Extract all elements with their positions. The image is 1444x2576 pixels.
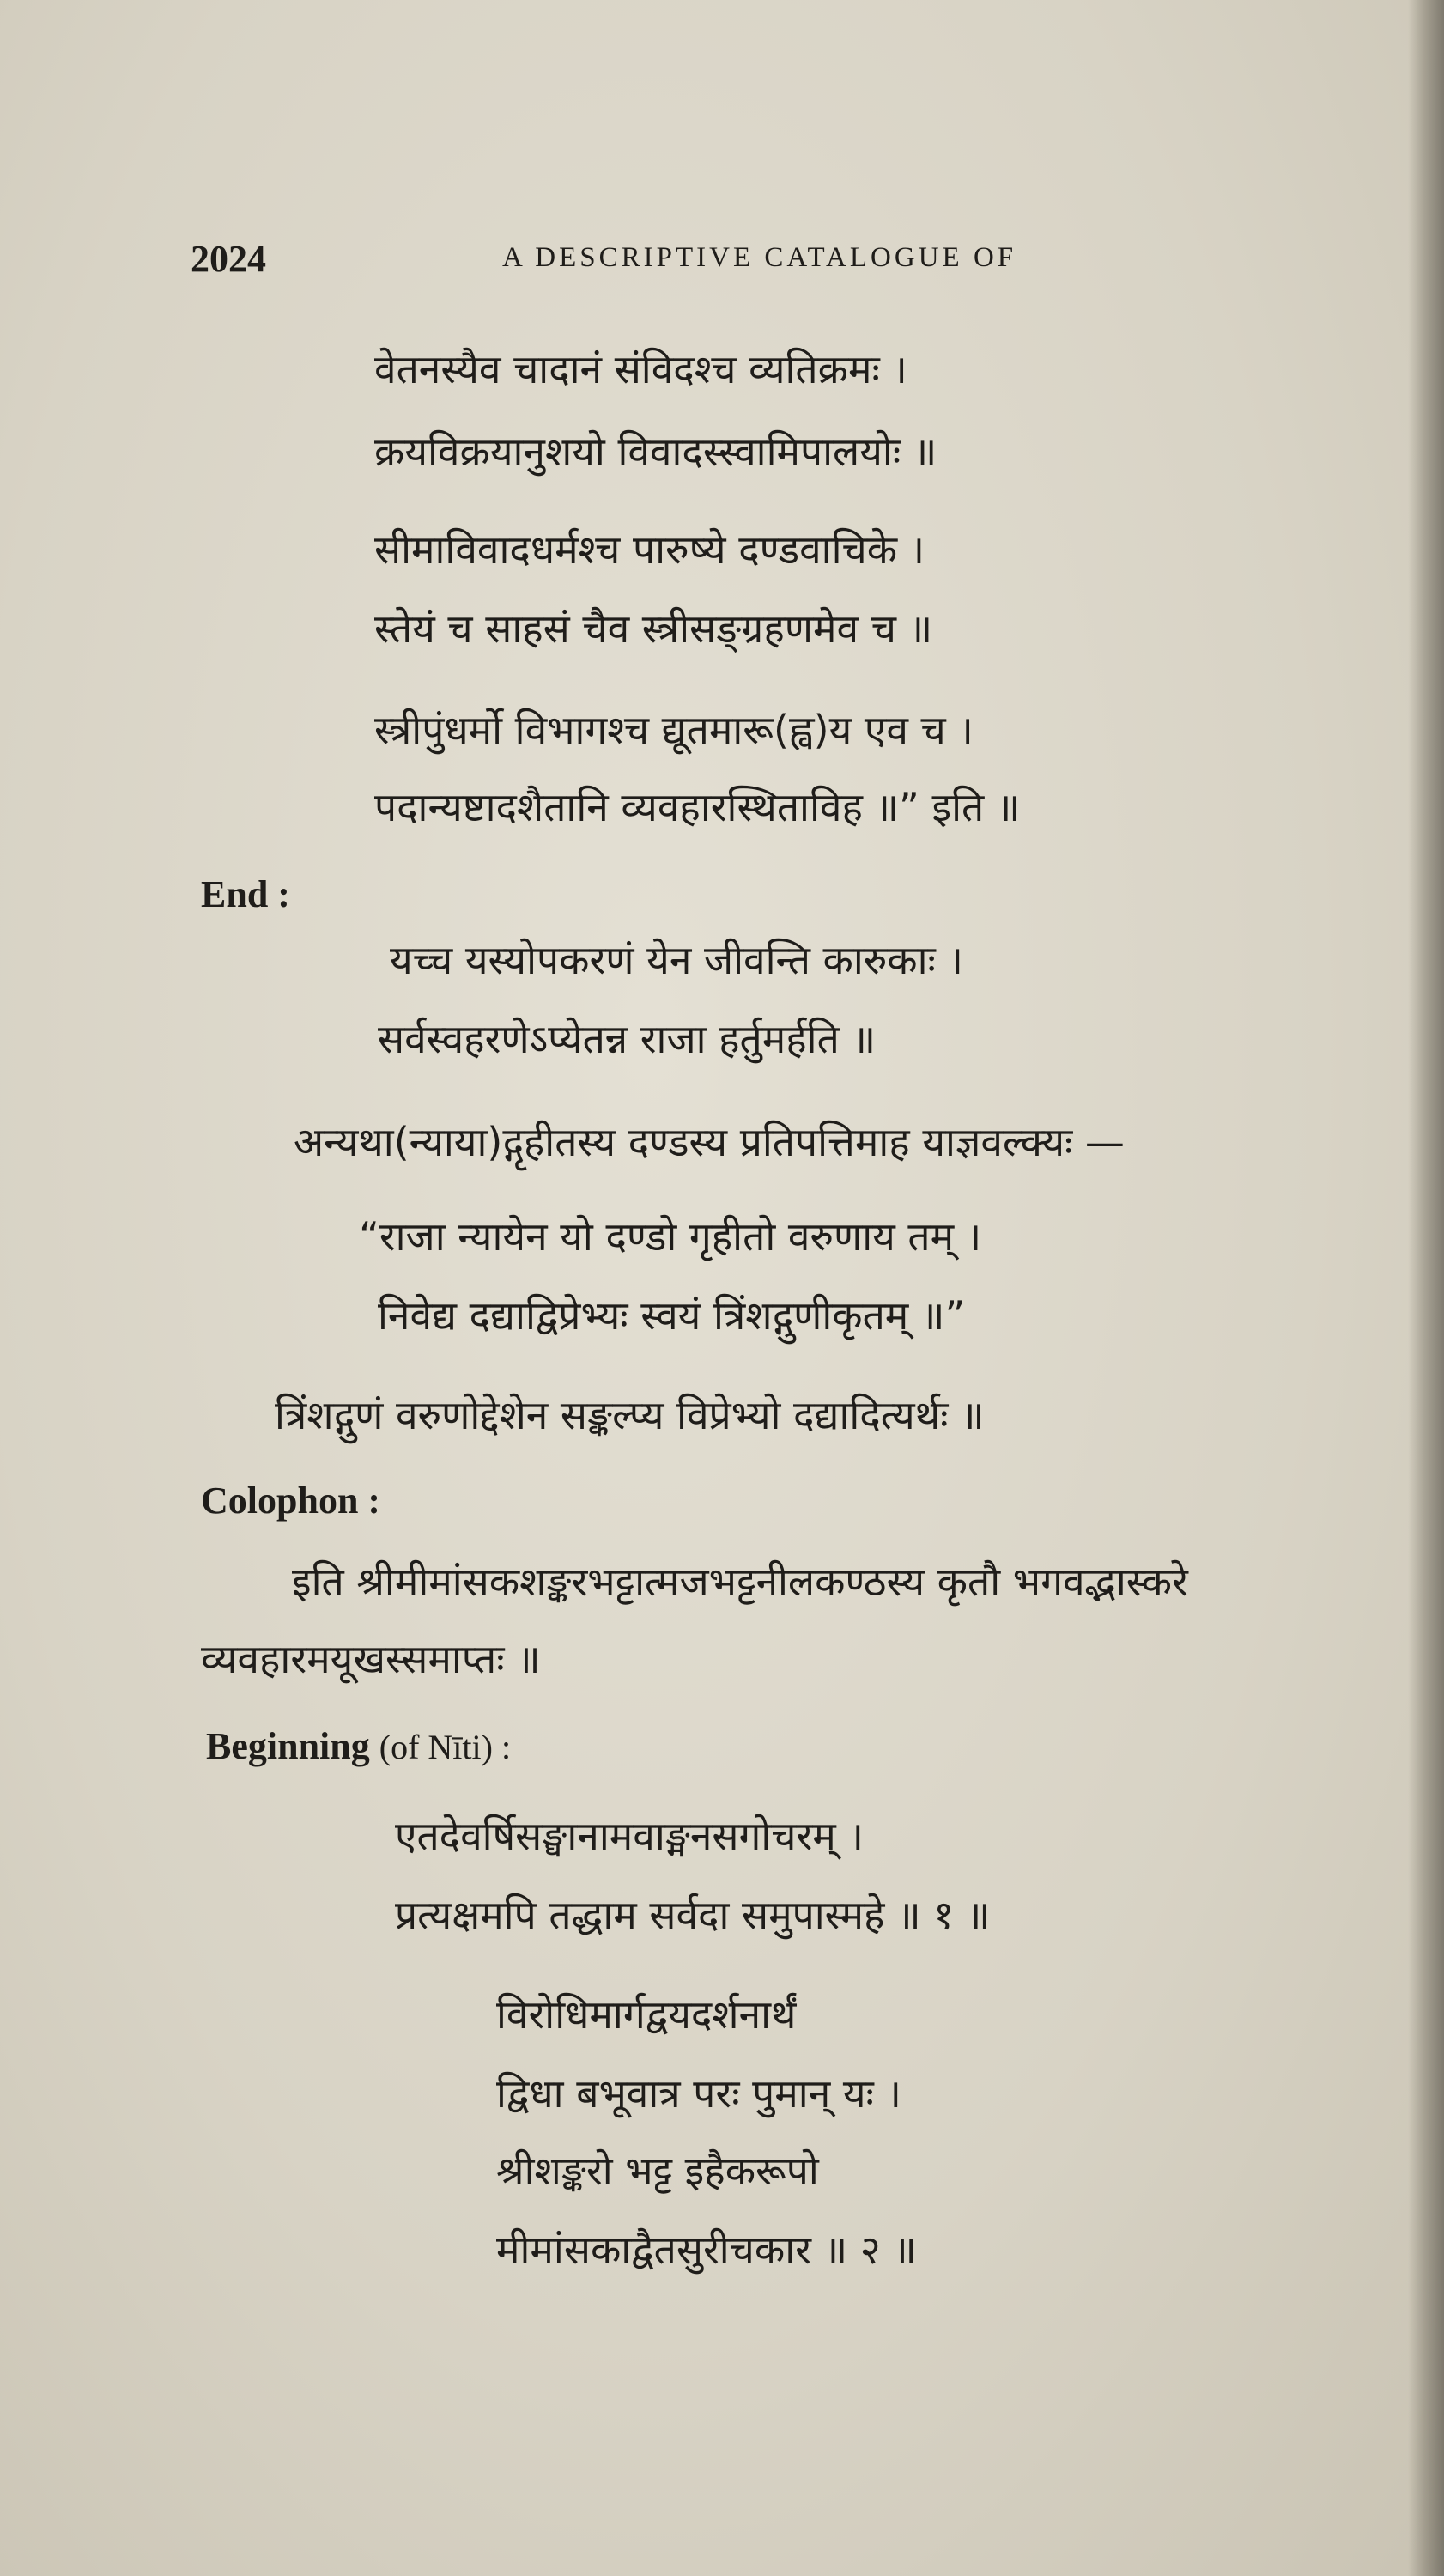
end-label: End : xyxy=(201,873,290,915)
prose-line: त्रिंशद्गुणं वरुणोद्देशेन सङ्कल्प्य विप्रेभ्यो दद्यादित्यर्थः ॥ xyxy=(275,1392,985,1438)
beginning-subtitle: (of Nīti) : xyxy=(379,1728,512,1766)
verse-line: क्रयविक्रयानुशयो विवादस्स्वामिपालयोः ॥ xyxy=(374,428,937,475)
colophon-line: इति श्रीमीमांसकशङ्करभट्टात्मजभट्टनीलकण्ठस्य कृतौ भगवद्भास्करे xyxy=(292,1558,1188,1605)
verse-line: स्त्रीपुंधर्मो विभागश्च द्यूतमारू(ह्व)य एव च । xyxy=(374,707,974,753)
verse-line: एतदेवर्षिसङ्घानामवाङ्मनसगोचरम् । xyxy=(395,1813,864,1859)
verse-line: द्विधा बभूवात्र परः पुमान् यः । xyxy=(496,2070,901,2117)
verse-line: वेतनस्यैव चादानं संविदश्च व्यतिक्रमः । xyxy=(374,346,907,392)
beginning-title: Beginning xyxy=(206,1725,370,1767)
verse-line: प्रत्यक्षमपि तद्धाम सर्वदा समुपास्महे ॥ १ ॥ xyxy=(395,1892,991,1938)
verse-line: श्रीशङ्करो भट्ट इहैकरूपो xyxy=(496,2148,819,2194)
page-number: 2024 xyxy=(191,238,266,280)
quote-line: निवेद्य दद्याद्विप्रेभ्यः स्वयं त्रिंशद्गुणीकृतम् ॥” xyxy=(378,1292,966,1339)
quote-line: “राजा न्यायेन यो दण्डो गृहीतो वरुणाय तम् । xyxy=(359,1213,982,1260)
verse-line: मीमांसकाद्वैतसुरीचकार ॥ २ ॥ xyxy=(496,2227,917,2273)
verse-line: स्तेयं च साहसं चैव स्त्रीसङ्ग्रहणमेव च ॥ xyxy=(374,605,933,652)
colophon-label: Colophon : xyxy=(201,1479,381,1522)
running-title: A DESCRIPTIVE CATALOGUE OF xyxy=(502,242,1017,273)
verse-line: यच्च यस्योपकरणं येन जीवन्ति कारुकाः । xyxy=(390,937,963,983)
beginning-label xyxy=(206,1724,511,1768)
book-spine-shadow xyxy=(1408,0,1444,2576)
verse-line: पदान्यष्टादशैतानि व्यवहारस्थिताविह ॥” इति ॥ xyxy=(374,784,1021,830)
verse-line: सीमाविवादधर्मश्च पारुष्ये दण्डवाचिके । xyxy=(374,526,925,573)
verse-line: विरोधिमार्गद्वयदर्शनार्थं xyxy=(496,1991,797,2038)
prose-line: अन्यथा(न्याया)द्गृहीतस्य दण्डस्य प्रतिपत्तिमाह याज्ञवल्क्यः — xyxy=(294,1119,1125,1165)
colophon-line: व्यवहारमयूखस्समाप्तः ॥ xyxy=(201,1636,541,1682)
verse-line: सर्वस्वहरणेऽप्येतन्न राजा हर्तुमर्हति ॥ xyxy=(378,1016,876,1062)
